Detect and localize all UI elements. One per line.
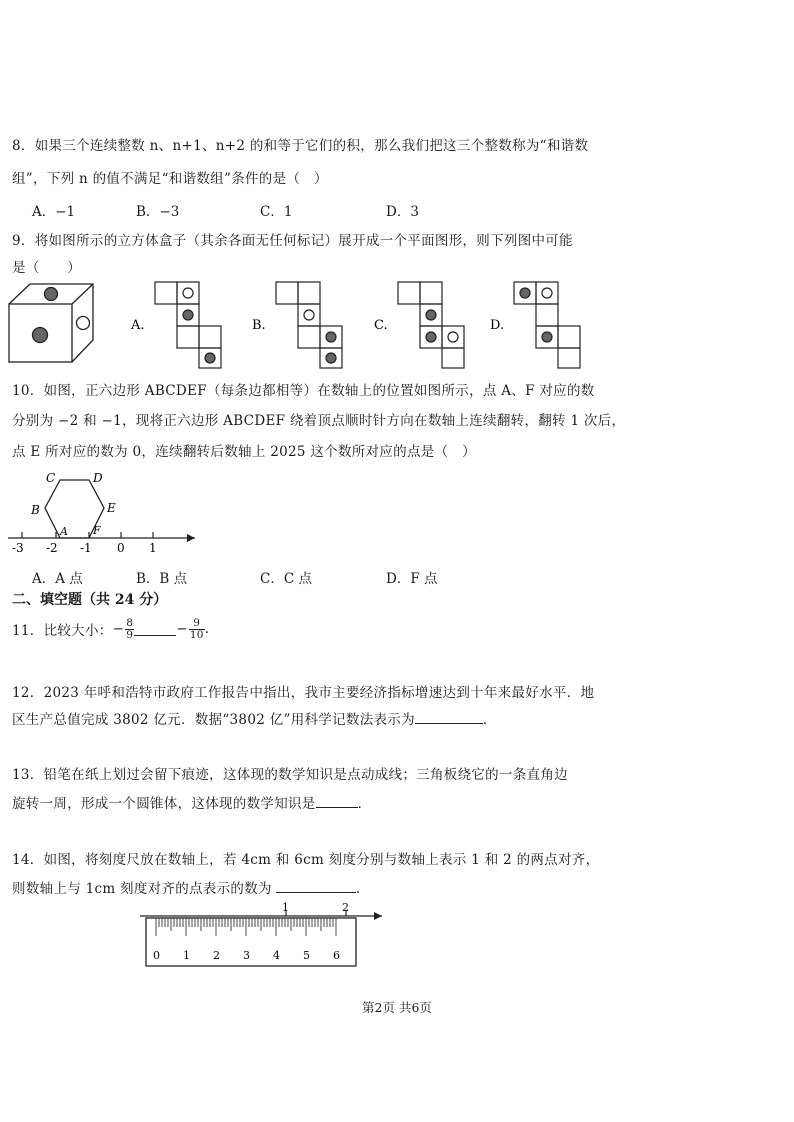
ruler-label: 3: [243, 949, 250, 962]
q11-line: [12, 614, 209, 644]
hex-label-f: F: [93, 524, 101, 537]
q8-option-b: B．−3: [136, 204, 180, 220]
net-b: [276, 282, 342, 368]
q10-option-b: B．B 点: [136, 571, 188, 587]
q10-option-a: A．A 点: [32, 571, 83, 587]
q11-fraction-2: [189, 618, 205, 641]
hex-tick-label: -3: [12, 541, 24, 555]
q11-answer-blank[interactable]: [134, 623, 176, 636]
q13-answer-blank[interactable]: [316, 795, 358, 808]
ruler-label: 0: [153, 949, 160, 962]
q12-line-1: 12．2023 年呼和浩特市政府工作报告中指出，我市主要经济指标增速达到十年来最好水平．地: [12, 685, 595, 701]
q10-line-3: 点 E 所对应的数为 0，连续翻转后数轴上 2025 这个数所对应的点是（ ）: [12, 444, 476, 460]
q11-fraction-1: [125, 618, 134, 641]
q10-line-1: 10．如图，正六边形 ABCDEF（每条边都相等）在数轴上的位置如图所示，点 A、F 对应的数: [12, 383, 595, 399]
ruler-body: [146, 918, 356, 966]
cube-figure: [9, 284, 93, 362]
q12-answer-blank[interactable]: [415, 711, 483, 724]
axis-label-1: 1: [282, 901, 289, 914]
q8-line-2: 组”，下列 n 的值不满足“和谐数组”条件的是（ ）: [12, 171, 328, 187]
q8-option-d: D．3: [386, 204, 419, 220]
q9-line-2: 是（ ）: [12, 260, 81, 276]
fraction-denominator: 9: [126, 628, 134, 641]
page-footer: 第2页 共6页: [362, 1000, 432, 1015]
q8-option-c: C．1: [260, 204, 293, 220]
q8-line-1: 8．如果三个连续整数 n、n+1、n+2 的和等于它们的积，那么我们把这三个整数称为“和谐数: [12, 138, 589, 154]
fraction-numerator: 9: [189, 618, 205, 630]
q9-line-1: 9．将如图所示的立方体盒子（其余各面无任何标记）展开成一个平面图形，则下列图中可能: [12, 233, 573, 249]
q9-option-d-label: D.: [490, 318, 505, 333]
q8-option-a: A．−1: [32, 204, 76, 220]
ruler-figure: [0, 900, 794, 970]
hexagon-figure: [0, 466, 220, 558]
hex-label-a: A: [60, 525, 68, 538]
q9-option-b-label: B.: [252, 318, 266, 333]
q9-figures: [0, 278, 794, 370]
hex-tick-label: 0: [117, 541, 125, 555]
q12-line-2: [12, 708, 497, 728]
q12-end: ．: [482, 712, 497, 728]
q13-line-2-text: 旋转一周，形成一个圆锥体，这体现的数学知识是: [12, 796, 316, 812]
q10-line-2: 分别为 −2 和 −1，现将正六边形 ABCDEF 绕着顶点顺时针方向在数轴上连续翻转，翻转 1 次后，: [12, 413, 626, 429]
fraction-denominator: 10: [189, 628, 204, 641]
hex-label-e: E: [107, 501, 116, 515]
q14-line-2-text: 则数轴上与 1cm 刻度对齐的点表示的数为: [12, 881, 272, 897]
ruler-label: 2: [213, 949, 220, 962]
axis-label-2: 2: [342, 901, 349, 914]
fraction-numerator: 8: [126, 616, 134, 629]
q14-end: ．: [355, 881, 370, 897]
q9-option-c-label: C.: [374, 318, 388, 333]
q13-line-1: 13．铅笔在纸上划过会留下痕迹，这体现的数学知识是点动成线；三角板绕它的一条直角边: [12, 767, 568, 783]
q13-line-2: [12, 792, 371, 812]
q13-end: ．: [357, 796, 372, 812]
q10-option-d: D．F 点: [386, 571, 438, 587]
hex-label-c: C: [46, 471, 56, 485]
net-a: [155, 282, 221, 368]
q11-prefix: 11．比较大小：: [12, 623, 113, 639]
q11-sign-1: −: [112, 621, 125, 637]
section-title: 二、填空题（共 24 分）: [12, 592, 168, 608]
ruler-label: 5: [303, 949, 310, 962]
q10-option-c: C．C 点: [260, 571, 312, 587]
q14-answer-blank[interactable]: [276, 880, 356, 893]
hex-label-b: B: [31, 503, 40, 517]
q14-line-2: [12, 877, 370, 897]
ruler-label: 1: [183, 949, 190, 962]
ruler-label: 4: [273, 949, 280, 962]
hex-tick-label: -2: [46, 541, 58, 555]
q9-option-a-label: A.: [131, 318, 145, 333]
net-d: [514, 282, 580, 368]
q12-line-2-text: 区生产总值完成 3802 亿元．数据“3802 亿”用科学记数法表示为: [12, 712, 415, 728]
hex-tick-label: 1: [149, 541, 157, 555]
net-c: [398, 282, 464, 368]
q11-end: .: [204, 621, 210, 637]
hex-tick-label: -1: [80, 541, 92, 555]
ruler-label: 6: [333, 949, 340, 962]
hex-label-d: D: [93, 471, 103, 485]
q14-line-1: 14．如图，将刻度尺放在数轴上，若 4cm 和 6cm 刻度分别与数轴上表示 1 和 2 的两点对齐，: [12, 852, 600, 868]
q11-sign-2: −: [176, 621, 188, 637]
